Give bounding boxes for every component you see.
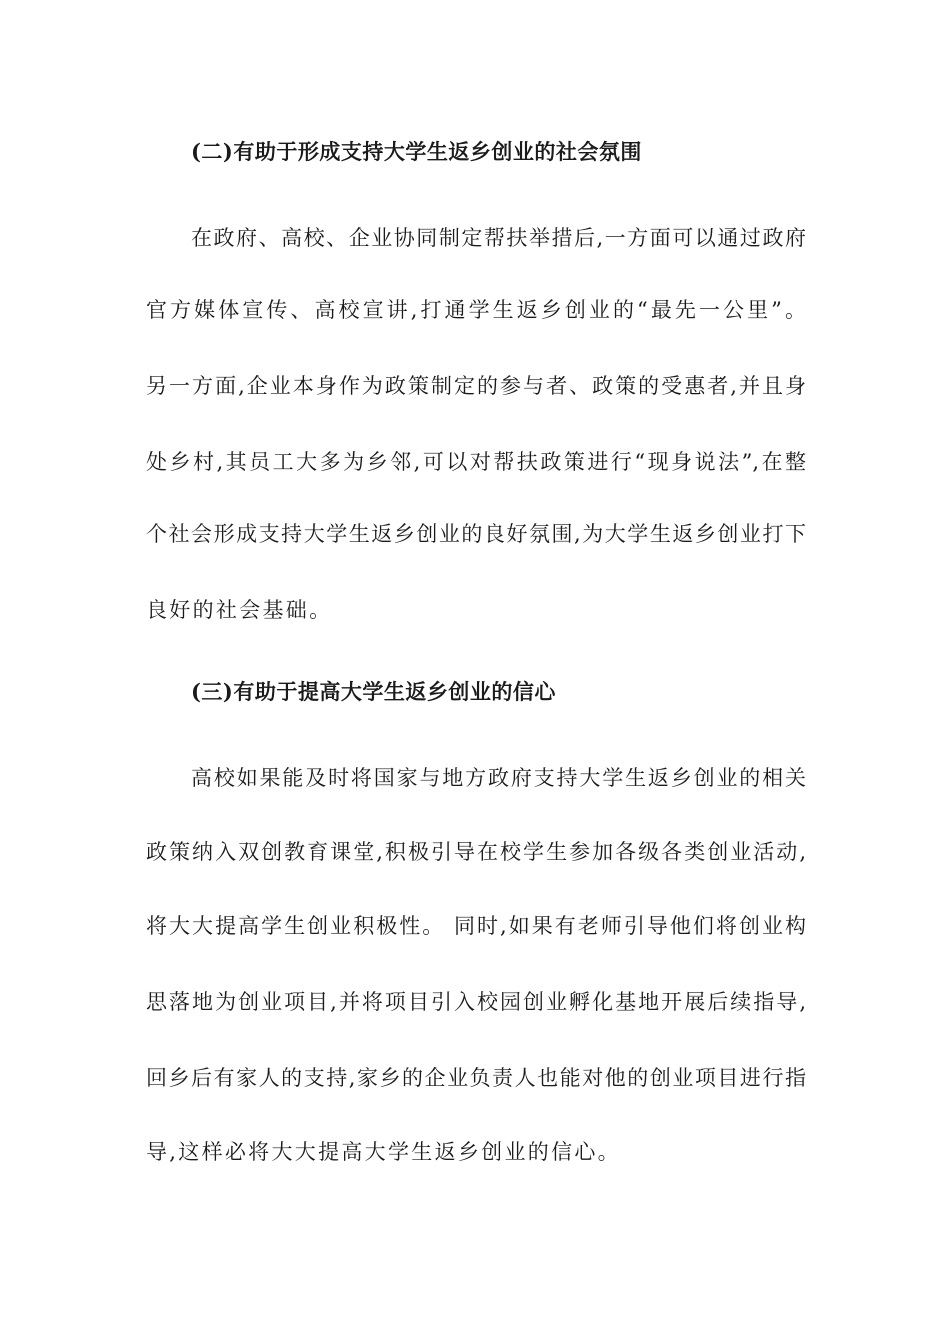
section-heading-2: (二)有助于形成支持大学生返乡创业的社会氛围 bbox=[191, 139, 642, 164]
section-heading-3: (三)有助于提高大学生返乡创业的信心 bbox=[191, 679, 556, 704]
paragraph-line-last: 导,这样必将大大提高大学生返乡创业的信心。 bbox=[146, 1140, 621, 1164]
paragraph-line: 在政府、高校、企业协同制定帮扶举措后,一方面可以通过政府 bbox=[191, 226, 806, 250]
paragraph-line: 思落地为创业项目,并将项目引入校园创业孵化基地开展后续指导, bbox=[146, 990, 806, 1014]
paragraph-line: 高校如果能及时将国家与地方政府支持大学生返乡创业的相关 bbox=[191, 766, 806, 790]
paragraph-line: 回乡后有家人的支持,家乡的企业负责人也能对他的创业项目进行指 bbox=[146, 1066, 806, 1090]
paragraph-line: 将大大提高学生创业积极性。 同时,如果有老师引导他们将创业构 bbox=[146, 914, 806, 938]
paragraph-line: 另一方面,企业本身作为政策制定的参与者、政策的受惠者,并且身 bbox=[146, 374, 806, 398]
paragraph-line-last: 良好的社会基础。 bbox=[146, 598, 333, 622]
paragraph-line: 政策纳入双创教育课堂,积极引导在校学生参加各级各类创业活动, bbox=[146, 840, 806, 864]
paragraph-line: 个社会形成支持大学生返乡创业的良好氛围,为大学生返乡创业打下 bbox=[146, 522, 806, 546]
paragraph-line: 官方媒体宣传、高校宣讲,打通学生返乡创业的“最先一公里”。 bbox=[146, 298, 806, 322]
paragraph-line: 处乡村,其员工大多为乡邻,可以对帮扶政策进行“现身说法”,在整 bbox=[146, 450, 806, 474]
